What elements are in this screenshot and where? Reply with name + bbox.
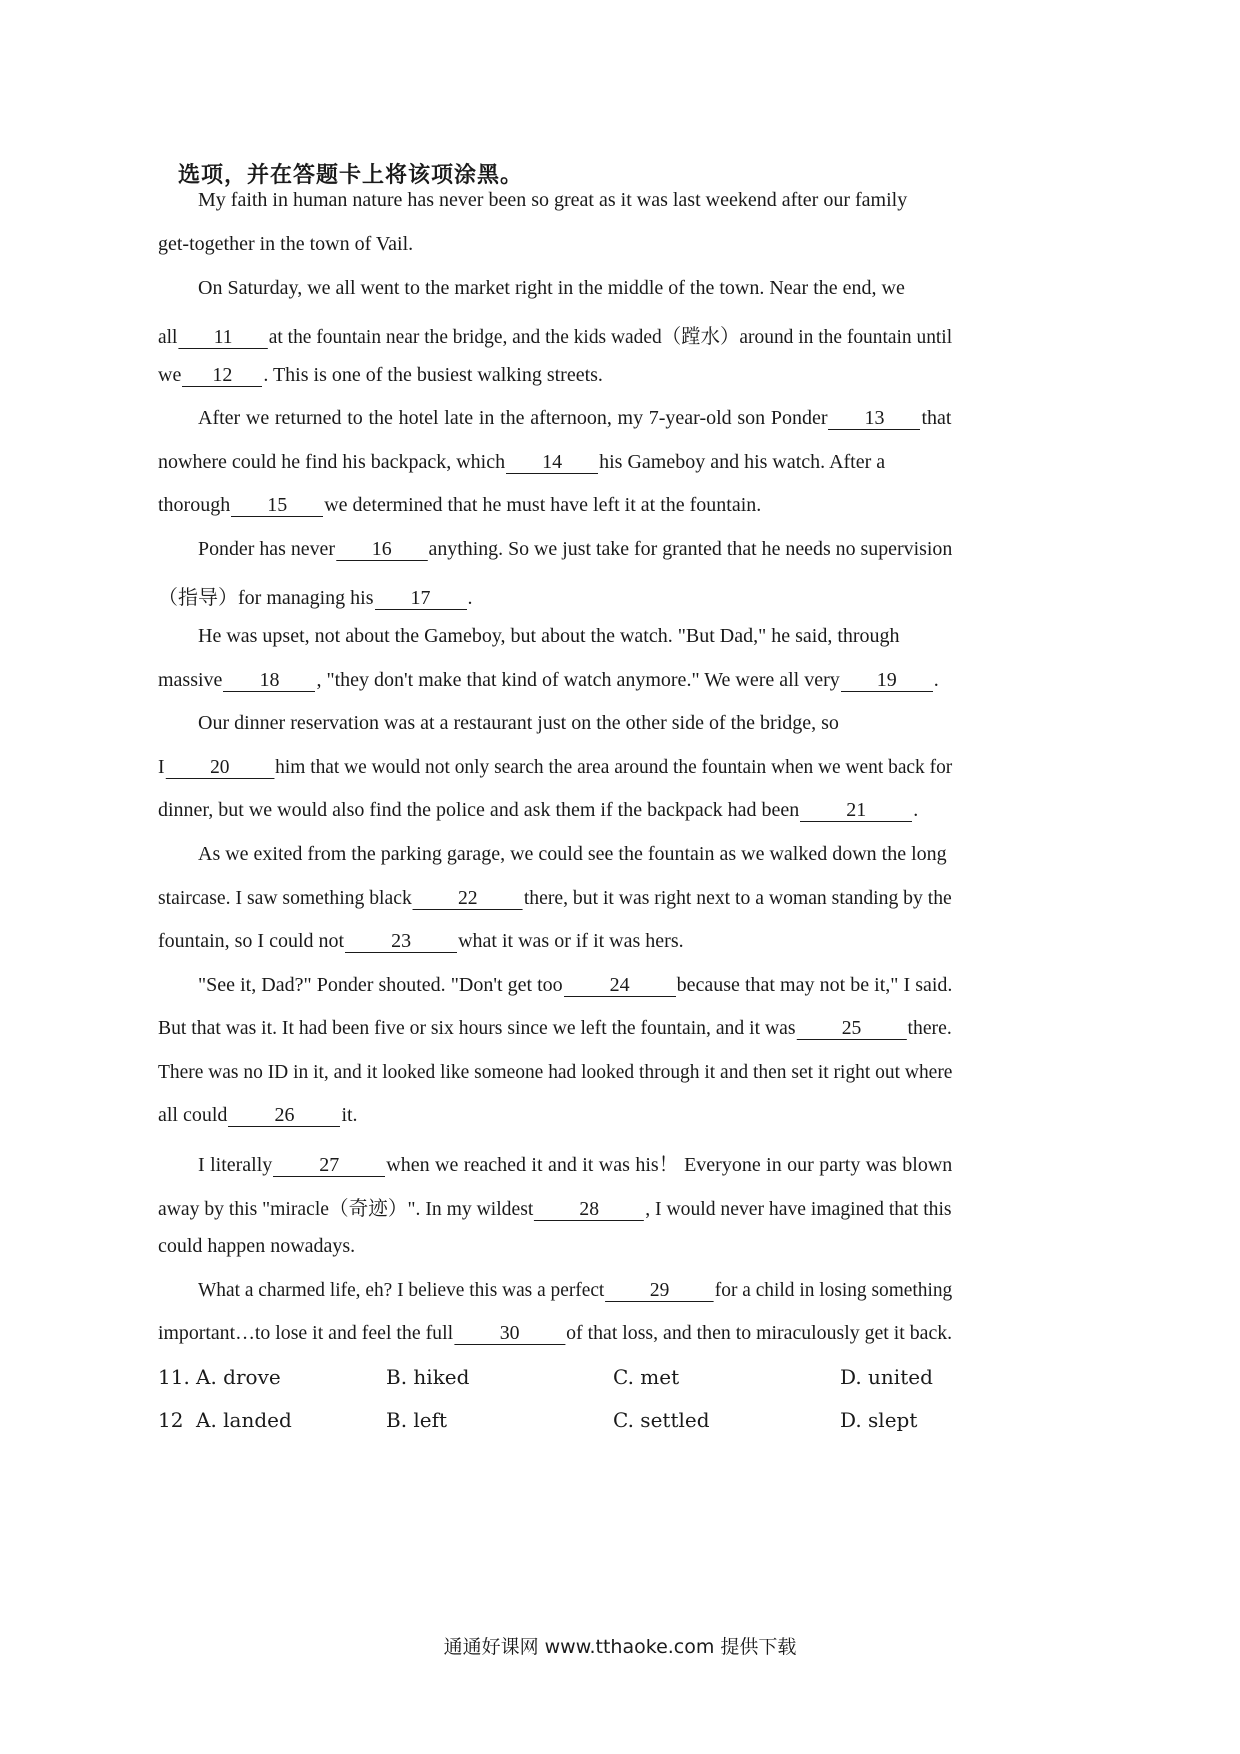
question-number: 11.	[158, 1365, 190, 1389]
passage-text: there, but it was right next to a woman standing by the	[523, 887, 952, 909]
passage-text: On Saturday, we all went to the market right in the middle of the town. Near the end, we	[198, 277, 905, 299]
passage-text: staircase. I saw something black	[158, 887, 412, 909]
passage-text: it.	[341, 1104, 358, 1126]
passage-text: , I would never have imagined that this	[645, 1198, 952, 1220]
passage-text: What a charmed life, eh? I believe this was a perfect	[198, 1279, 605, 1301]
answer-option: C. settled	[613, 1408, 710, 1432]
answer-option: A. drove	[196, 1365, 281, 1389]
passage-line	[198, 1148, 952, 1177]
passage-line	[158, 756, 952, 779]
passage-line	[198, 625, 900, 648]
passage-line	[158, 1235, 355, 1258]
passage-text: I	[158, 756, 165, 778]
passage-line	[158, 1104, 358, 1127]
passage-line	[158, 1061, 952, 1084]
passage-text: He was upset, not about the Gameboy, but about the watch. "But Dad," he said, through	[198, 625, 900, 647]
passage-text: nowhere could he find his backpack, which	[158, 451, 506, 473]
answer-blank: 20	[165, 756, 274, 779]
passage-line	[158, 320, 952, 349]
passage-line	[158, 494, 761, 517]
passage-text: Ponder has never	[198, 538, 336, 560]
passage-text: at the fountain near the bridge, and the kids waded（蹚水）around in the fountain until	[268, 326, 953, 348]
passage-text: get-together in the town of Vail.	[158, 233, 414, 255]
passage-line	[198, 974, 952, 997]
question-number: 12	[158, 1408, 184, 1432]
passage-text: "See it, Dad?" Ponder shouted. "Don't get too	[198, 974, 563, 996]
passage-text: My faith in human nature has never been so great as it was last weekend after our family	[198, 189, 908, 211]
passage-text: all could	[158, 1104, 228, 1126]
passage-line	[158, 930, 684, 953]
answer-blank: 25	[796, 1017, 906, 1040]
passage-text: because that may not be it," I said.	[676, 974, 953, 996]
passage-text: anything. So we just take for granted that he needs no supervision	[428, 538, 953, 560]
passage-text: .	[913, 799, 919, 821]
passage-line	[158, 233, 413, 256]
passage-text: massive	[158, 669, 223, 691]
passage-text: After we returned to the hotel late in the afternoon, my 7-year-old son Ponder	[198, 407, 828, 429]
answer-blank: 30	[454, 1322, 565, 1345]
passage-line	[158, 799, 918, 822]
passage-text: away by this "miracle（奇迹）". In my wildest	[158, 1198, 534, 1220]
passage-text: him that we would not only search the area around the fountain when we went back for	[275, 756, 953, 778]
passage-text: .	[933, 669, 939, 691]
passage-text: important…to lose it and feel the full	[158, 1322, 454, 1344]
passage-line	[198, 843, 947, 866]
answer-blank: 18	[223, 669, 315, 692]
answer-blank: 27	[273, 1154, 385, 1177]
answer-blank: 13	[828, 407, 920, 430]
passage-text: of that loss, and then to miraculously get it back.	[566, 1322, 953, 1344]
passage-text: his Gameboy and his watch. After a	[599, 451, 886, 473]
passage-line	[158, 669, 939, 692]
answer-blank: 11	[178, 326, 267, 349]
answer-blank: 29	[605, 1279, 714, 1302]
answer-blank: 15	[231, 494, 323, 517]
passage-text: we	[158, 364, 182, 386]
passage-line	[158, 364, 603, 387]
answer-blank: 23	[345, 930, 457, 953]
passage-text: that	[921, 407, 952, 429]
passage-text: I literally	[198, 1154, 273, 1176]
answer-blank: 17	[375, 587, 467, 610]
answer-blank: 24	[564, 974, 676, 997]
passage-line	[158, 887, 952, 910]
passage-line	[158, 1192, 952, 1221]
passage-line	[158, 581, 473, 610]
passage-line	[158, 1322, 952, 1345]
passage-line	[158, 451, 885, 474]
passage-text: .	[467, 587, 473, 609]
answer-blank: 21	[800, 799, 912, 822]
answer-option: B. left	[386, 1408, 448, 1432]
answer-option: A. landed	[196, 1408, 292, 1432]
answer-blank: 12	[182, 364, 262, 387]
answer-blank: 19	[841, 669, 933, 692]
passage-text: we determined that he must have left it at the fountain.	[324, 494, 762, 516]
answer-option: C. met	[613, 1365, 680, 1389]
passage-text: for a child in losing something	[714, 1279, 953, 1301]
passage-line	[198, 407, 951, 430]
answer-blank: 16	[336, 538, 428, 561]
passage-text: what it was or if it was hers.	[458, 930, 684, 952]
passage-text: fountain, so I could not	[158, 930, 345, 952]
section-heading: 选项，并在答题卡上将该项涂黑。	[178, 163, 524, 188]
passage-text: all	[158, 326, 178, 348]
passage-text: when we reached it and it was his！ Everyone in our party was blown	[386, 1154, 953, 1176]
passage-line	[198, 1279, 952, 1302]
passage-line	[198, 538, 952, 561]
passage-line	[198, 712, 839, 735]
answer-blank: 22	[413, 887, 523, 910]
passage-text: dinner, but we would also find the police and ask them if the backpack had been	[158, 799, 800, 821]
passage-text: . This is one of the busiest walking streets.	[263, 364, 603, 386]
answer-option: B. hiked	[386, 1365, 470, 1389]
answer-blank: 26	[228, 1104, 340, 1127]
passage-text: there.	[907, 1017, 952, 1039]
passage-text: There was no ID in it, and it looked like someone had looked through it and then set it right out where	[158, 1061, 953, 1083]
answer-option: D. slept	[840, 1408, 918, 1432]
passage-line	[198, 277, 905, 300]
passage-text: , "they don't make that kind of watch anymore." We were all very	[316, 669, 840, 691]
page-footer: 通通好课网 www.tthaoke.com 提供下载	[443, 1636, 797, 1658]
passage-text: Our dinner reservation was at a restaurant just on the other side of the bridge, so	[198, 712, 839, 734]
passage-line	[198, 189, 907, 212]
passage-text: thorough	[158, 494, 231, 516]
passage-text: But that was it. It had been five or six hours since we left the fountain, and it was	[158, 1017, 796, 1039]
answer-blank: 14	[506, 451, 598, 474]
passage-line	[158, 1017, 952, 1040]
passage-text: could happen nowadays.	[158, 1235, 356, 1257]
answer-option: D. united	[840, 1365, 933, 1389]
answer-blank: 28	[534, 1198, 644, 1221]
passage-text: As we exited from the parking garage, we could see the fountain as we walked down the long	[198, 843, 947, 865]
passage-text: （指导）for managing his	[158, 587, 374, 609]
